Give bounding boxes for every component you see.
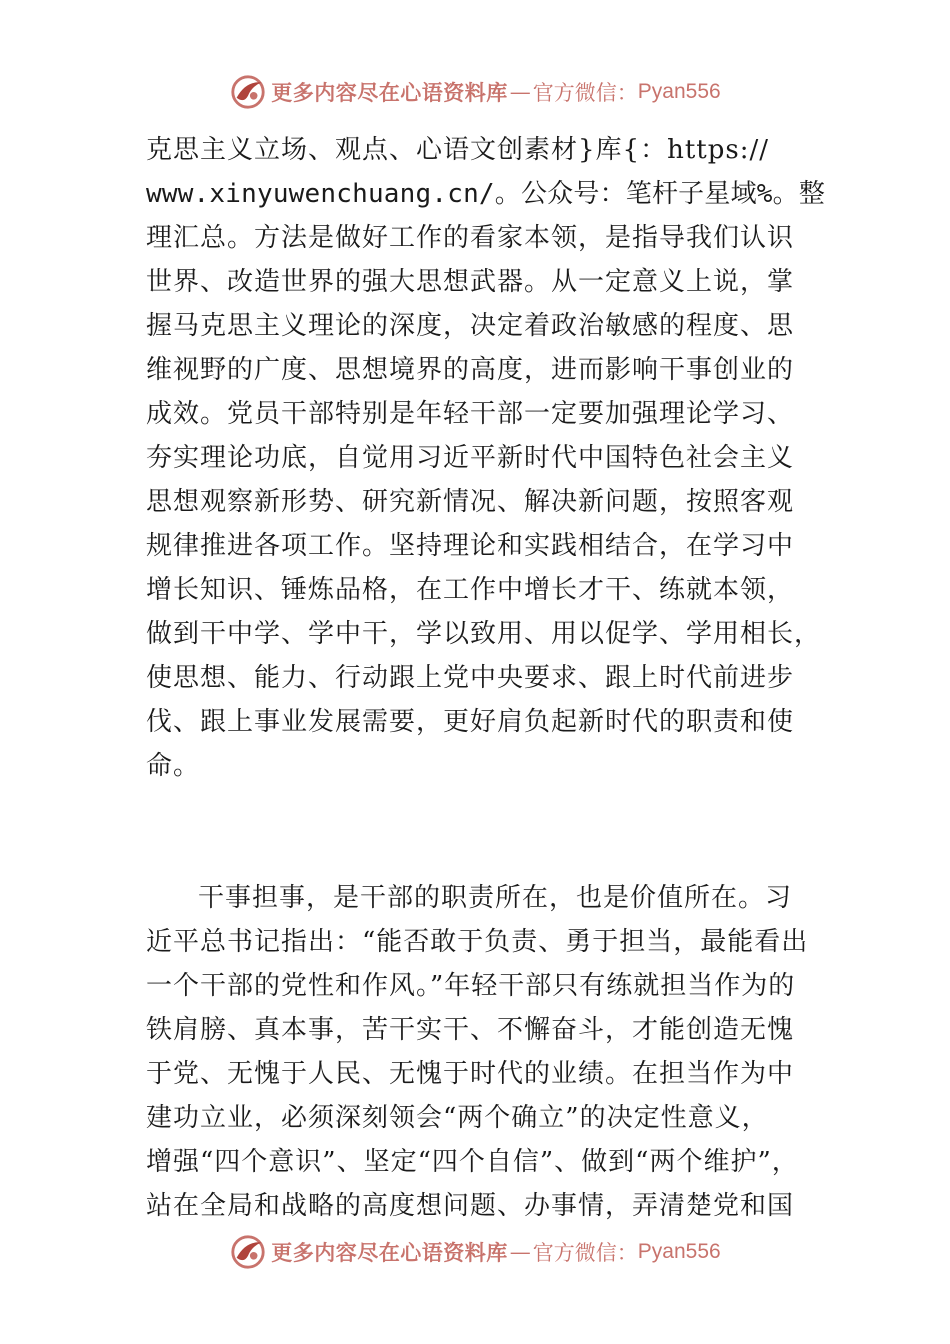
text-line: 近平总书记指出：“能否敢于负责、勇于担当，最能看出 [146, 927, 809, 957]
header-wechat-label: 官方微信： [532, 81, 638, 105]
footer-wechat-label: 官方微信： [532, 1241, 638, 1265]
text-line: 握马克思主义理论的深度，决定着政治敏感的程度、思 [146, 311, 795, 341]
text-line: 铁肩膀、真本事，苦干实干、不懈奋斗，才能创造无愧 [146, 1015, 795, 1045]
text-line: 思想观察新形势、研究新情况、解决新问题，按照客观 [146, 487, 795, 517]
paragraph-gap [146, 788, 810, 876]
footer-separator: — [509, 1240, 531, 1264]
text-line: 建功立业，必须深刻领会“两个确立”的决定性意义， [146, 1103, 769, 1133]
footer-wechat-id: Pyan556 [637, 1240, 721, 1263]
text-line: 做到干中学、学中干，学以致用、用以促学、学用相长， [146, 619, 822, 649]
brand-logo-icon [229, 73, 267, 111]
paragraph-1 [146, 128, 826, 788]
header-wechat-id: Pyan556 [637, 80, 721, 103]
text-line: 命。 [146, 751, 201, 781]
text-line: 增强“四个意识”、坚定“四个自信”、做到“两个维护”， [146, 1147, 799, 1177]
text-line: 世界、改造世界的强大思想武器。从一定意义上说，掌 [146, 267, 795, 297]
footer-banner [0, 1232, 950, 1272]
header-banner [0, 72, 950, 112]
text-line: 使思想、能力、行动跟上党中央要求、跟上时代前进步 [146, 663, 795, 693]
text-line: 增长知识、锤炼品格，在工作中增长才干、练就本领， [146, 575, 795, 605]
footer-banner-text: 更多内容尽在心语资料库 [271, 1240, 508, 1265]
text-line: 站在全局和战略的高度想问题、办事情，弄清楚党和国 [146, 1191, 795, 1221]
text-line: 伐、跟上事业发展需要，更好肩负起新时代的职责和使 [146, 707, 795, 737]
text-line: 夯实理论功底，自觉用习近平新时代中国特色社会主义 [146, 443, 795, 473]
brand-logo-icon [229, 1233, 267, 1271]
header-banner-text: 更多内容尽在心语资料库 [271, 80, 508, 105]
paragraph-2 [146, 876, 810, 1228]
document-body [146, 128, 826, 1228]
header-separator: — [509, 80, 531, 104]
text-line: www.xinyuwenchuang.cn/。公众号：笔杆子星域%。整 [146, 179, 826, 209]
text-line: 维视野的广度、思想境界的高度，进而影响干事创业的 [146, 355, 795, 385]
text-line: 干事担事，是干部的职责所在，也是价值所在。习 [198, 883, 793, 913]
text-line: 一个干部的党性和作风。”年轻干部只有练就担当作为的 [146, 971, 796, 1001]
text-line: 克思主义立场、观点、心语文创素材}库{：https:// [146, 135, 769, 165]
text-line: 规律推进各项工作。坚持理论和实践相结合，在学习中 [146, 531, 795, 561]
text-line: 于党、无愧于人民、无愧于时代的业绩。在担当作为中 [146, 1059, 795, 1089]
text-line: 理汇总。方法是做好工作的看家本领，是指导我们认识 [146, 223, 795, 253]
text-line: 成效。党员干部特别是年轻干部一定要加强理论学习、 [146, 399, 795, 429]
